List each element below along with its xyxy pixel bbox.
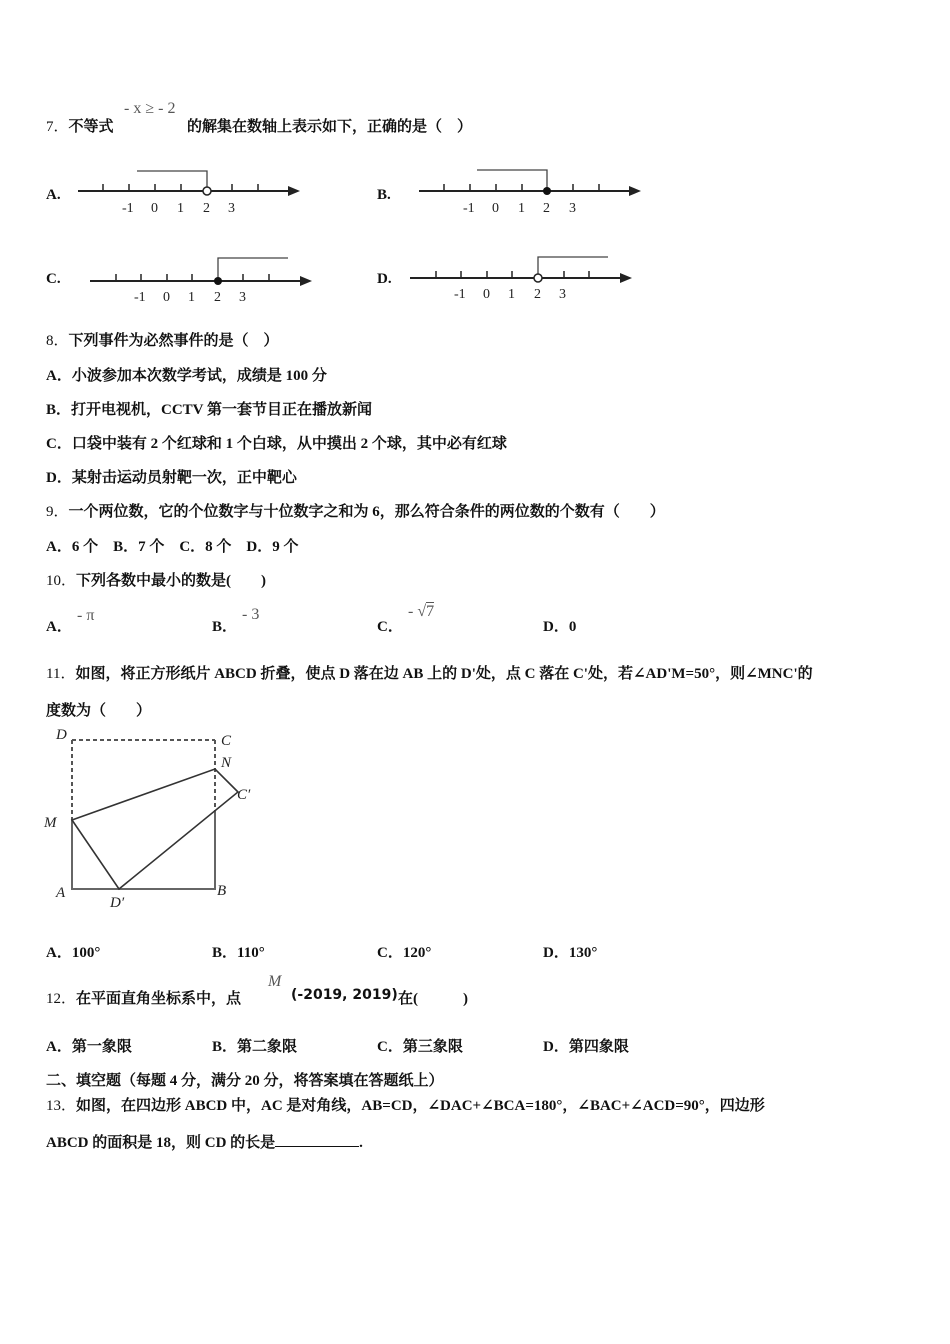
q11-option-d-text: 130° <box>568 945 598 961</box>
q10-option-c-prefix: - <box>408 603 418 620</box>
svg-text:0: 0 <box>163 290 170 305</box>
q9-number: 9． <box>46 504 69 520</box>
svg-text:3: 3 <box>569 201 576 216</box>
q13-stem-line1 <box>46 1094 765 1115</box>
svg-text:-1: -1 <box>463 201 475 216</box>
q12-option-c-text: 第三象限 <box>402 1039 463 1055</box>
q8-number: 8． <box>46 333 69 349</box>
q11-folded-square-figure <box>40 725 270 920</box>
q8-option-b-label: B． <box>46 402 72 418</box>
q12-number: 12． <box>46 991 77 1007</box>
svg-text:2: 2 <box>203 201 210 216</box>
q11-option-c-label: C． <box>377 945 403 961</box>
q12-option-b-text: 第二象限 <box>237 1039 298 1055</box>
q9-options: A．6 个 B．7 个 C．8 个 D．9 个 <box>46 539 299 555</box>
q8-option-c <box>46 432 507 453</box>
q8-option-d-text: 某射击运动员射靶一次，正中靶心 <box>71 470 297 486</box>
q8-option-c-text: 口袋中装有 2 个红球和 1 个白球，从中摸出 2 个球，其中必有红球 <box>71 436 507 452</box>
svg-text:3: 3 <box>228 201 235 216</box>
q12-option-c-label: C． <box>377 1039 403 1055</box>
svg-text:3: 3 <box>239 290 246 305</box>
q7-text-before: 不等式 <box>68 119 114 135</box>
q13-answer-blank[interactable] <box>275 1132 359 1147</box>
q11-option-c-text: 120° <box>402 945 432 961</box>
q12-stem <box>46 987 241 1008</box>
q8-stem <box>46 329 279 350</box>
q13-number: 13． <box>46 1098 77 1114</box>
q7-option-d-number-line <box>410 249 640 309</box>
q12-option-d-text: 第四象限 <box>568 1039 629 1055</box>
q8-option-d-label: D． <box>46 470 72 486</box>
svg-text:1: 1 <box>508 287 515 302</box>
q12-option-a <box>46 1035 132 1056</box>
q8-text: 下列事件为必然事件的是（ ） <box>68 333 279 349</box>
svg-text:0: 0 <box>151 201 158 216</box>
label-c-prime: C′ <box>237 787 251 803</box>
label-c: C <box>221 733 232 749</box>
q11-option-d-label: D． <box>543 945 569 961</box>
q11-stem-line1 <box>46 662 813 683</box>
q8-option-b-text: 打开电视机，CCTV 第一套节目正在播放新闻 <box>71 402 372 418</box>
q10-stem <box>46 569 266 590</box>
label-m: M <box>44 815 57 831</box>
q10-option-c-value <box>408 603 434 621</box>
q7-stem <box>46 115 114 136</box>
q12-option-a-text: 第一象限 <box>71 1039 132 1055</box>
q7-option-d-label: D. <box>377 271 392 287</box>
svg-text:1: 1 <box>518 201 525 216</box>
q7-option-b-number-line <box>419 160 649 220</box>
q11-option-b-text: 110° <box>237 945 265 961</box>
q8-option-a <box>46 364 327 385</box>
svg-text:1: 1 <box>188 290 195 305</box>
q8-option-a-label: A． <box>46 368 72 384</box>
q7-option-c-label: C. <box>46 271 61 287</box>
q10-option-c-label: C． <box>377 619 403 635</box>
q13-text-line1: 如图，在四边形 ABCD 中，AC 是对角线，AB=CD，∠DAC+∠BCA=180°，∠BAC+∠ACD=90°，四边形 <box>76 1098 765 1114</box>
q8-option-c-label: C． <box>46 436 72 452</box>
svg-text:-1: -1 <box>454 287 466 302</box>
q7-option-c-number-line <box>90 250 320 310</box>
q7-option-a-label: A. <box>46 187 61 203</box>
q12-option-b <box>212 1035 297 1056</box>
q11-option-a <box>46 941 100 962</box>
q8-option-d <box>46 466 297 487</box>
q13-stem-line2 <box>46 1131 363 1152</box>
label-n: N <box>221 755 232 771</box>
q10-number: 10． <box>46 573 77 589</box>
q9-text: 一个两位数，它的个位数字与十位数字之和为 6，那么符合条件的两位数的个数有（ ） <box>68 504 665 520</box>
q12-option-b-label: B． <box>212 1039 238 1055</box>
q12-option-d-label: D． <box>543 1039 569 1055</box>
q11-number: 11． <box>46 666 76 682</box>
q7-text-after: 的解集在数轴上表示如下，正确的是（ ） <box>187 119 473 135</box>
q11-option-b-label: B． <box>212 945 238 961</box>
q10-option-a-label: A． <box>46 619 72 635</box>
q12-option-d <box>543 1035 629 1056</box>
q7-option-b-label: B. <box>377 187 391 203</box>
q10-option-a-value: - π <box>77 607 95 624</box>
q12-coords: (-2019, 2019) <box>291 987 398 1003</box>
svg-text:2: 2 <box>543 201 550 216</box>
q8-option-a-text: 小波参加本次数学考试，成绩是 100 分 <box>71 368 327 384</box>
q11-option-c <box>377 941 431 962</box>
q11-option-b <box>212 941 265 962</box>
q12-option-a-label: A． <box>46 1039 72 1055</box>
label-d: D <box>56 727 67 743</box>
q9-stem <box>46 500 665 521</box>
q10-option-c-radicand: 7 <box>426 603 435 620</box>
q12-text-before: 在平面直角坐标系中，点 <box>76 991 242 1007</box>
section-2-title: 二、填空题（每题 4 分，满分 20 分，将答案填在答题纸上） <box>46 1073 444 1089</box>
sqrt-icon: √ <box>417 603 427 620</box>
q10-option-d <box>543 615 576 636</box>
svg-text:3: 3 <box>559 287 566 302</box>
svg-text:0: 0 <box>492 201 499 216</box>
label-b: B <box>217 883 227 899</box>
q10-option-d-label: D． <box>543 619 569 635</box>
label-d-prime: D′ <box>110 895 125 911</box>
q7-option-a-number-line <box>78 160 308 220</box>
q12-text-after: 在( ) <box>398 991 468 1007</box>
q12-option-c <box>377 1035 463 1056</box>
q10-option-d-text: 0 <box>568 619 577 635</box>
q11-option-d <box>543 941 597 962</box>
svg-text:0: 0 <box>483 287 490 302</box>
tick-label: -1 <box>122 201 134 216</box>
q11-text-line2: 度数为（ ） <box>46 703 152 719</box>
q13-text-line2: ABCD 的面积是 18，则 CD 的长是 <box>46 1135 276 1151</box>
q10-text: 下列各数中最小的数是( ) <box>76 573 267 589</box>
svg-text:1: 1 <box>177 201 184 216</box>
q7-number: 7． <box>46 119 69 135</box>
q11-text-line1: 如图，将正方形纸片 ABCD 折叠，使点 D 落在边 AB 上的 D'处，点 C 落在 C'处，若∠AD'M=50°，则∠MNC'的 <box>75 666 813 682</box>
q13-text-end: . <box>359 1135 363 1151</box>
q12-point-name: M <box>268 973 282 990</box>
label-a: A <box>56 885 66 901</box>
svg-text:2: 2 <box>534 287 541 302</box>
q8-option-b <box>46 398 372 419</box>
q10-option-b-label: B． <box>212 619 238 635</box>
q7-inequality: - x ≥ - 2 <box>124 100 176 117</box>
svg-text:2: 2 <box>214 290 221 305</box>
svg-text:-1: -1 <box>134 290 146 305</box>
q10-option-b-value: - 3 <box>242 606 260 623</box>
q11-option-a-label: A． <box>46 945 72 961</box>
q11-option-a-text: 100° <box>71 945 101 961</box>
